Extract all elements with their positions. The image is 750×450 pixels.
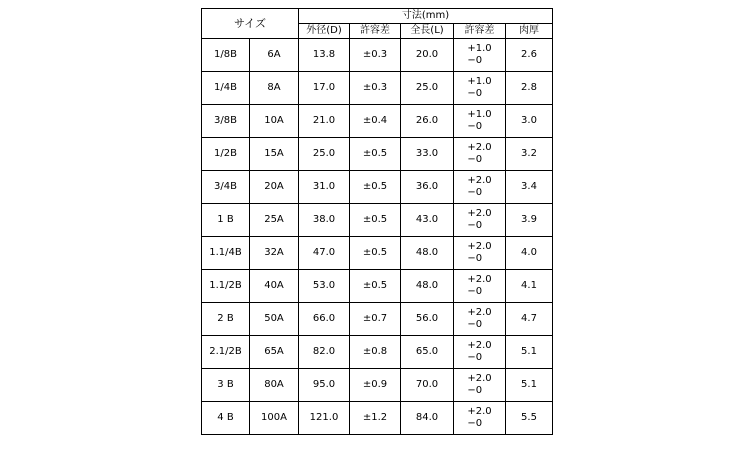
od-tolerance-cell: ±0.5	[350, 270, 401, 303]
size-inch-cell: 1.1/2B	[202, 270, 250, 303]
pipe-dimension-table	[201, 8, 553, 435]
tolerance-minus: −0	[467, 352, 483, 363]
table-row	[202, 336, 553, 369]
outer-diameter-cell: 53.0	[299, 270, 350, 303]
wall-thickness-cell: 4.7	[506, 303, 553, 336]
length-cell: 56.0	[401, 303, 454, 336]
wall-thickness-cell: 3.2	[506, 138, 553, 171]
length-tolerance-cell	[454, 72, 506, 105]
table-row	[202, 171, 553, 204]
tolerance-plus: +2.0	[467, 175, 492, 186]
od-tolerance-cell: ±0.9	[350, 369, 401, 402]
tolerance-minus: −0	[467, 220, 483, 231]
wall-thickness-cell: 3.4	[506, 171, 553, 204]
tolerance-minus: −0	[467, 55, 483, 66]
size-inch-cell: 1.1/4B	[202, 237, 250, 270]
dimensions-header: 寸法(mm)	[299, 9, 553, 24]
wall-thickness-header: 肉厚	[506, 24, 553, 39]
tolerance-plus: +2.0	[467, 241, 492, 252]
tolerance-minus: −0	[467, 253, 483, 264]
size-header: サイズ	[202, 9, 299, 39]
length-tolerance-cell	[454, 270, 506, 303]
size-nominal-cell: 25A	[250, 204, 299, 237]
tolerance-plus: +2.0	[467, 340, 492, 351]
length-cell: 20.0	[401, 39, 454, 72]
size-nominal-cell: 20A	[250, 171, 299, 204]
length-tolerance-cell	[454, 402, 506, 435]
length-tolerance-cell	[454, 138, 506, 171]
tolerance-plus: +2.0	[467, 142, 492, 153]
tolerance-plus: +1.0	[467, 109, 492, 120]
size-inch-cell: 3 B	[202, 369, 250, 402]
length-cell: 33.0	[401, 138, 454, 171]
od-tolerance-header: 許容差	[350, 24, 401, 39]
header-row-1	[202, 9, 553, 24]
size-inch-cell: 1/8B	[202, 39, 250, 72]
od-tolerance-cell: ±0.5	[350, 237, 401, 270]
length-tolerance-cell	[454, 369, 506, 402]
tolerance-plus: +2.0	[467, 307, 492, 318]
size-inch-cell: 1/4B	[202, 72, 250, 105]
length-tolerance-header: 許容差	[454, 24, 506, 39]
size-nominal-cell: 8A	[250, 72, 299, 105]
tolerance-plus: +2.0	[467, 373, 492, 384]
outer-diameter-cell: 82.0	[299, 336, 350, 369]
size-nominal-cell: 6A	[250, 39, 299, 72]
tolerance-plus: +2.0	[467, 406, 492, 417]
length-cell: 36.0	[401, 171, 454, 204]
table-row	[202, 303, 553, 336]
outer-diameter-cell: 66.0	[299, 303, 350, 336]
tolerance-minus: −0	[467, 418, 483, 429]
length-cell: 48.0	[401, 237, 454, 270]
tolerance-plus: +1.0	[467, 76, 492, 87]
length-tolerance-cell	[454, 171, 506, 204]
table-row	[202, 237, 553, 270]
tolerance-plus: +1.0	[467, 43, 492, 54]
size-nominal-cell: 50A	[250, 303, 299, 336]
outer-diameter-cell: 17.0	[299, 72, 350, 105]
size-nominal-cell: 80A	[250, 369, 299, 402]
length-tolerance-cell	[454, 39, 506, 72]
wall-thickness-cell: 5.5	[506, 402, 553, 435]
table-row	[202, 39, 553, 72]
table-row	[202, 369, 553, 402]
length-cell: 48.0	[401, 270, 454, 303]
tolerance-minus: −0	[467, 286, 483, 297]
tolerance-minus: −0	[467, 121, 483, 132]
outer-diameter-cell: 31.0	[299, 171, 350, 204]
wall-thickness-cell: 4.1	[506, 270, 553, 303]
od-tolerance-cell: ±0.4	[350, 105, 401, 138]
length-cell: 65.0	[401, 336, 454, 369]
tolerance-minus: −0	[467, 385, 483, 396]
length-header: 全長(L)	[401, 24, 454, 39]
outer-diameter-header: 外径(D)	[299, 24, 350, 39]
table-row	[202, 204, 553, 237]
wall-thickness-cell: 3.9	[506, 204, 553, 237]
size-nominal-cell: 10A	[250, 105, 299, 138]
outer-diameter-cell: 47.0	[299, 237, 350, 270]
size-nominal-cell: 65A	[250, 336, 299, 369]
wall-thickness-cell: 5.1	[506, 369, 553, 402]
od-tolerance-cell: ±0.8	[350, 336, 401, 369]
wall-thickness-cell: 2.8	[506, 72, 553, 105]
length-cell: 84.0	[401, 402, 454, 435]
tolerance-minus: −0	[467, 319, 483, 330]
outer-diameter-cell: 25.0	[299, 138, 350, 171]
size-nominal-cell: 40A	[250, 270, 299, 303]
od-tolerance-cell: ±0.5	[350, 138, 401, 171]
size-inch-cell: 3/4B	[202, 171, 250, 204]
length-tolerance-cell	[454, 303, 506, 336]
od-tolerance-cell: ±0.7	[350, 303, 401, 336]
wall-thickness-cell: 5.1	[506, 336, 553, 369]
tolerance-plus: +2.0	[467, 274, 492, 285]
length-tolerance-cell	[454, 237, 506, 270]
size-nominal-cell: 32A	[250, 237, 299, 270]
table-row	[202, 105, 553, 138]
wall-thickness-cell: 2.6	[506, 39, 553, 72]
table-row	[202, 270, 553, 303]
size-inch-cell: 1 B	[202, 204, 250, 237]
size-inch-cell: 2 B	[202, 303, 250, 336]
length-cell: 70.0	[401, 369, 454, 402]
length-cell: 43.0	[401, 204, 454, 237]
size-inch-cell: 1/2B	[202, 138, 250, 171]
tolerance-minus: −0	[467, 154, 483, 165]
wall-thickness-cell: 3.0	[506, 105, 553, 138]
table-row	[202, 402, 553, 435]
size-nominal-cell: 15A	[250, 138, 299, 171]
outer-diameter-cell: 95.0	[299, 369, 350, 402]
length-cell: 26.0	[401, 105, 454, 138]
tolerance-plus: +2.0	[467, 208, 492, 219]
table-row	[202, 138, 553, 171]
wall-thickness-cell: 4.0	[506, 237, 553, 270]
outer-diameter-cell: 13.8	[299, 39, 350, 72]
length-cell: 25.0	[401, 72, 454, 105]
od-tolerance-cell: ±0.3	[350, 39, 401, 72]
od-tolerance-cell: ±0.5	[350, 171, 401, 204]
od-tolerance-cell: ±0.3	[350, 72, 401, 105]
size-inch-cell: 3/8B	[202, 105, 250, 138]
outer-diameter-cell: 38.0	[299, 204, 350, 237]
size-inch-cell: 2.1/2B	[202, 336, 250, 369]
length-tolerance-cell	[454, 204, 506, 237]
tolerance-minus: −0	[467, 88, 483, 99]
outer-diameter-cell: 21.0	[299, 105, 350, 138]
od-tolerance-cell: ±0.5	[350, 204, 401, 237]
outer-diameter-cell: 121.0	[299, 402, 350, 435]
length-tolerance-cell	[454, 336, 506, 369]
size-nominal-cell: 100A	[250, 402, 299, 435]
size-inch-cell: 4 B	[202, 402, 250, 435]
length-tolerance-cell	[454, 105, 506, 138]
tolerance-minus: −0	[467, 187, 483, 198]
table-row	[202, 72, 553, 105]
od-tolerance-cell: ±1.2	[350, 402, 401, 435]
